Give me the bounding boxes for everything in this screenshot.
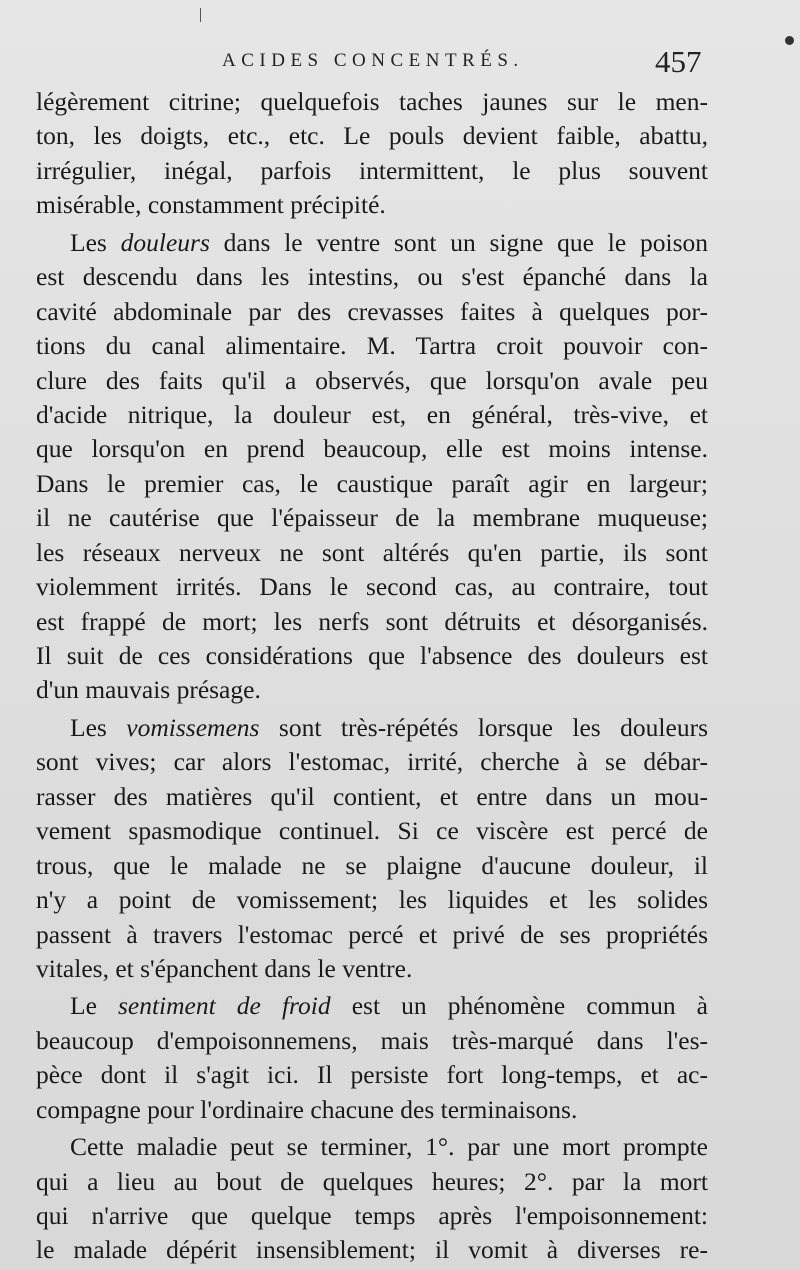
text-run: dans le ventre sont un signe que le poison (209, 227, 708, 257)
text-run: tions du canal alimentaire. M. Tartra croit pouvoir con- (36, 331, 708, 361)
text-run: Cette maladie peut se terminer, 1°. par une mort prompte (70, 1132, 708, 1162)
text-run: irrégulier, inégal, parfois intermittent, le plus souvent (36, 155, 708, 185)
text-run: qui n'arrive que quelque temps après l'empoisonnement: (36, 1201, 708, 1230)
text-run: trous, que le malade ne se plaigne d'aucune douleur, il (36, 850, 708, 880)
text-line (36, 364, 708, 398)
text-run: est un phénomène commun à (330, 991, 708, 1021)
italic-term: douleurs (120, 227, 210, 257)
text-line (36, 989, 708, 1023)
text-line (36, 467, 708, 501)
text-line (36, 883, 708, 917)
text-line (36, 188, 708, 222)
text-line (36, 260, 708, 294)
text-line (36, 918, 708, 952)
text-run: violemment irrités. Dans le second cas, au contraire, tout (36, 572, 708, 602)
text-run: passent à travers l'estomac percé et privé de ses propriétés (36, 919, 708, 949)
text-run: qui a lieu au bout de quelques heures; 2°. par la mort (36, 1166, 708, 1196)
text-run: que lorsqu'on en prend beaucoup, elle est moins intense. (36, 434, 708, 464)
text-line (36, 711, 708, 745)
text-line (36, 1024, 708, 1058)
text-line (36, 952, 708, 986)
text-run: beaucoup d'empoisonnemens, mais très-marqué dans l'es- (36, 1025, 708, 1055)
text-line (36, 119, 708, 153)
text-run: n'y a point de vomissement; les liquides et les solides (36, 885, 708, 915)
text-line (36, 605, 708, 639)
text-line (36, 501, 708, 535)
text-line (36, 1199, 708, 1233)
text-line (36, 432, 708, 466)
text-run: le malade dépérit insensiblement; il vomit à diverses re- (36, 1235, 708, 1265)
text-run: Dans le premier cas, le caustique paraît agir en largeur; (36, 468, 708, 498)
text-run: Il suit de ces considérations que l'absence des douleurs est (36, 641, 708, 670)
text-run: cavité abdominale par des crevasses faites à quelques por- (36, 296, 708, 326)
text-run: vitales, et s'épanchent dans le ventre. (36, 953, 413, 983)
text-line (36, 295, 708, 329)
text-line (36, 329, 708, 363)
text-line (36, 85, 708, 119)
text-line (36, 398, 708, 432)
paragraph (36, 1130, 708, 1268)
page-number: 457 (655, 44, 702, 79)
italic-term: vomissemens (126, 712, 260, 742)
text-line (36, 570, 708, 604)
text-run: Les (70, 712, 127, 742)
text-run: misérable, constamment précipité. (36, 190, 386, 220)
text-run: légèrement citrine; quelquefois taches jaunes sur le men- (36, 87, 708, 116)
text-line (36, 154, 708, 188)
text-run: Les (70, 227, 121, 257)
text-run: compagne pour l'ordinaire chacune des terminaisons. (36, 1094, 578, 1124)
text-line (36, 226, 708, 260)
text-line (36, 639, 708, 673)
text-line (36, 1093, 708, 1127)
text-line (36, 673, 708, 707)
text-line (36, 745, 708, 779)
text-line (36, 814, 708, 848)
text-run: d'un mauvais présage. (36, 675, 261, 705)
body-text (36, 85, 708, 1268)
paragraph (36, 989, 708, 1127)
text-run: ton, les doigts, etc., etc. Le pouls devient faible, abattu, (36, 121, 708, 151)
text-run: est descendu dans les intestins, ou s'est épanché dans la (36, 262, 708, 292)
running-head (0, 44, 800, 84)
text-run: pèce dont il s'agit ici. Il persiste fort long-temps, et ac- (36, 1060, 708, 1090)
paragraph (36, 711, 708, 987)
text-run: sont très-répétés lorsque les douleurs (259, 712, 708, 742)
text-run: rasser des matières qu'il contient, et entre dans un mou- (36, 781, 708, 811)
text-run: Le (70, 991, 118, 1021)
paragraph (36, 226, 708, 708)
text-run: il ne cautérise que l'épaisseur de la membrane muqueuse; (36, 503, 708, 533)
text-line (36, 780, 708, 814)
text-line (36, 1130, 708, 1164)
text-line (36, 1058, 708, 1092)
text-run: vement spasmodique continuel. Si ce viscère est percé de (36, 816, 708, 846)
text-line (36, 849, 708, 883)
text-line (36, 1165, 708, 1199)
text-run: les réseaux nerveux ne sont altérés qu'en partie, ils sont (36, 537, 708, 567)
running-title: ACIDES CONCENTRÉS. (222, 50, 524, 71)
page-mark (200, 8, 201, 22)
text-line (36, 536, 708, 570)
text-run: sont vives; car alors l'estomac, irrité, cherche à se débar- (36, 747, 708, 777)
text-run: d'acide nitrique, la douleur est, en général, très-vive, et (36, 399, 708, 429)
italic-term: sentiment de froid (117, 991, 331, 1021)
text-run: est frappé de mort; les nerfs sont détruits et désorganisés. (36, 606, 708, 636)
paragraph (36, 85, 708, 223)
text-run: clure des faits qu'il a observés, que lorsqu'on avale peu (36, 365, 708, 395)
text-line (36, 1233, 708, 1267)
